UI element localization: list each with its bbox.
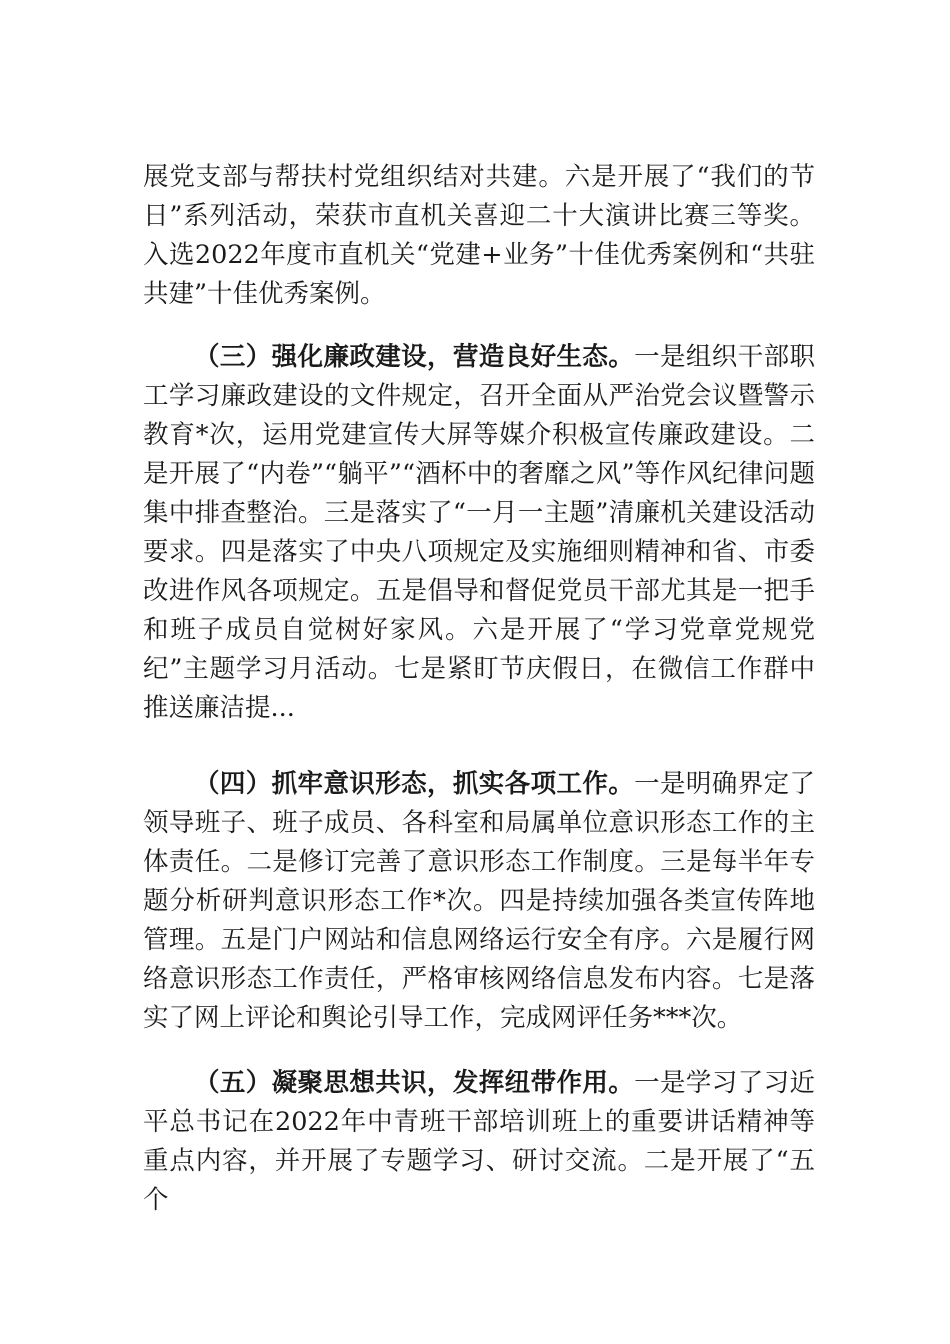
section-heading: （四）抓牢意识形态，抓实各项工作。 [194,769,635,799]
section-heading: （三）强化廉政建设，营造良好生态。 [194,342,635,372]
paragraph-consensus [143,1064,815,1220]
section-heading: （五）凝聚思想共识，发挥纽带作用。 [194,1068,635,1098]
paragraph-continued [143,158,815,314]
paragraph-body: 一是组织干部职工学习廉政建设的文件规定，召开全面从严治党会议暨警示教育*次，运用党建宣传大屏等媒介积极宣传廉政建设。二是开展了“内卷”“躺平”“酒杯中的奢靡之风”等作风纪律问题集中排查整治。三是落实了“一月一主题”清廉机关建设活动要求。四是落实了中央八项规定及实施细则精神和省、市委改进作风各项规定。五是倡导和督促党员干部尤其是一把手和班子成员自觉树好家风。六是开展了“学习党章党规党纪”主题学习月活动。七是紧盯节庆假日，在微信工作群中推送廉洁提... [143,342,815,723]
paragraph-integrity-building [143,338,815,728]
paragraph-ideology-work [143,765,815,1038]
paragraph-body: 展党支部与帮扶村党组织结对共建。六是开展了“我们的节日”系列活动，荣获市直机关喜迎二十大演讲比赛三等奖。入选2022年度市直机关“党建+业务”十佳优秀案例和“共驻共建”十佳优秀案例。 [143,162,815,309]
paragraph-body: 一是学习了习近平总书记在2022年中青班干部培训班上的重要讲话精神等重点内容，并开展了专题学习、研讨交流。二是开展了“五个 [143,1068,815,1215]
paragraph-body: 一是明确界定了领导班子、班子成员、各科室和局属单位意识形态工作的主体责任。二是修订完善了意识形态工作制度。三是每半年专题分析研判意识形态工作*次。四是持续加强各类宣传阵地管理。五是门户网站和信息网络运行安全有序。六是履行网络意识形态工作责任，严格审核网络信息发布内容。七是落实了网上评论和舆论引导工作，完成网评任务***次。 [143,769,815,1033]
